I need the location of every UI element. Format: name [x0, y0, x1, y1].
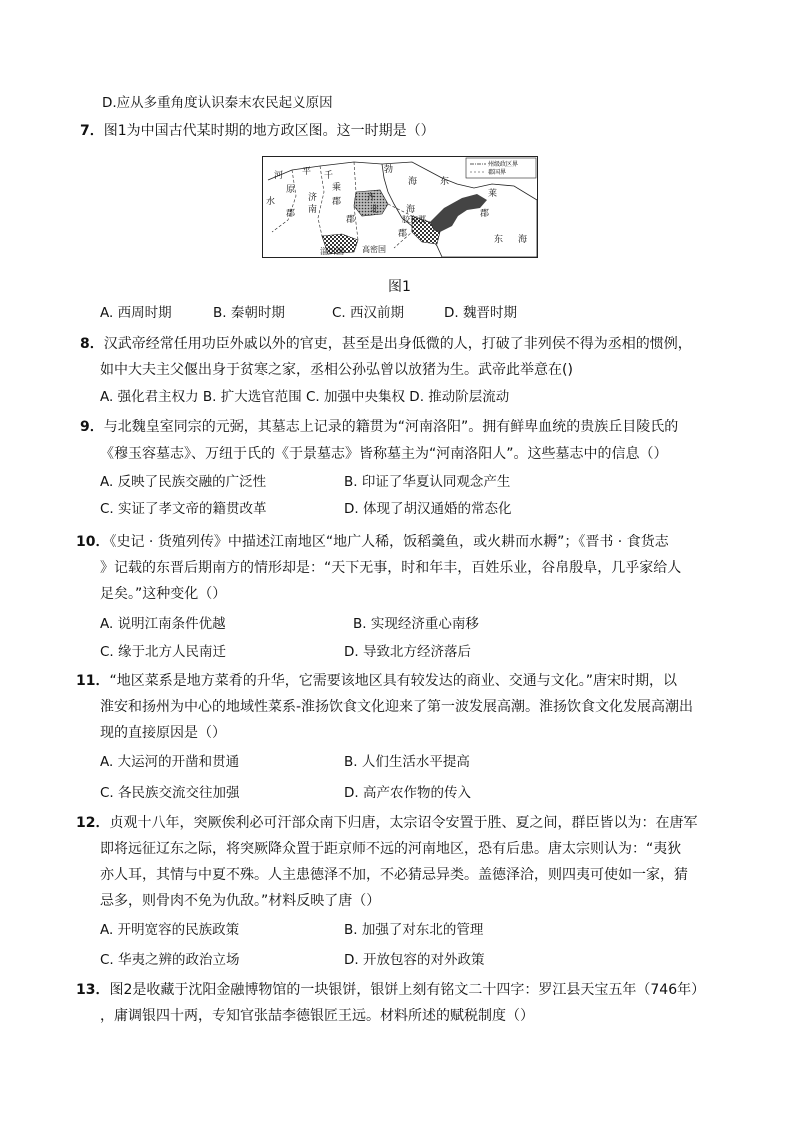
q13-stem-line-1 — [76, 980, 705, 1000]
map-label: 东 — [440, 177, 450, 187]
question-text: 图2是收藏于沈阳金融博物馆的一块银饼，银饼上刻有铭文二十四字：罗江县天宝五年（746年） — [109, 982, 706, 998]
q10-stem-line-2: 》记载的东晋后期南方的情形却是：“天下无事，时和年丰，百姓乐业，谷帛殷阜，几乎家给人 — [100, 560, 682, 576]
map-label: 莱 — [488, 189, 498, 199]
map-label: 高密国 — [362, 245, 386, 254]
map-label: 海 — [408, 177, 418, 187]
question-number: 12． — [76, 815, 110, 831]
figure-caption: 图1 — [388, 279, 411, 295]
q13-stem-line-2: ，庸调银四十两，专知官张喆李德银匠王远。材料所述的赋税制度（） — [100, 1008, 534, 1024]
map-label: 郡 — [286, 209, 296, 219]
legend-label: 州级政区界 — [488, 161, 519, 168]
q12-option-d: D. 开放包容的对外政策 — [344, 952, 485, 968]
map-label: 南 — [308, 205, 318, 215]
q7-option-c: C. 西汉前期 — [332, 305, 405, 321]
q12-option-c: C. 华夷之辨的政治立场 — [100, 952, 240, 968]
q10-option-b: B. 实现经济重心南移 — [353, 616, 479, 632]
q12-option-a: A. 开明宽容的民族政策 — [100, 922, 240, 938]
q8-stem-line-2: 如中大夫主父偃出身于贫寒之家，丞相公孙弘曾以放猪为生。武帝此举意在() — [100, 362, 573, 378]
map-figure-1 — [262, 156, 538, 258]
map-label: 齐 — [366, 193, 376, 203]
map-label: 东 — [494, 235, 504, 245]
q11-option-c: C. 各民族交流交往加强 — [100, 785, 240, 801]
map-label: 济 — [308, 193, 318, 203]
question-number: 7． — [80, 123, 104, 139]
map-label: 平 — [302, 167, 312, 177]
map-label: 河 — [274, 171, 284, 181]
q6-option-d: D.应从多重角度认识秦末农民起义原因 — [102, 95, 333, 111]
q9-option-a: A. 反映了民族交融的广泛性 — [100, 474, 267, 490]
q12-option-b: B. 加强了对东北的管理 — [344, 922, 484, 938]
map-label: 北 — [370, 205, 380, 215]
q7-option-d: D. 魏晋时期 — [444, 305, 517, 321]
question-text: 贞观十八年，突厥俟利必可汗部众南下归唐，太宗诏令安置于胜、夏之间，群臣皆以为：在唐军 — [109, 815, 698, 831]
q12-stem-line-3: 亦人耳，其情与中夏不殊。人主患德泽不加，不必猜忌异类。盖德泽洽，则四夷可使如一家，猜 — [100, 867, 688, 883]
q10-stem-line-1 — [76, 532, 669, 552]
question-text: 图1为中国古代某时期的地方政区图。这一时期是（） — [103, 123, 435, 139]
map-label: 千 — [324, 171, 334, 181]
q9-option-b: B. 印证了华夏认同观念产生 — [344, 474, 511, 490]
map-label: 淄川国 — [320, 247, 344, 256]
q9-option-d: D. 体现了胡汉通婚的常态化 — [344, 501, 512, 517]
q9-option-c: C. 实证了孝文帝的籍贯改革 — [100, 501, 267, 517]
q10-stem-line-3: 足矣。”这种变化（） — [100, 586, 227, 602]
map-label: 海 — [518, 235, 528, 245]
q11-option-b: B. 人们生活水平提高 — [344, 754, 470, 770]
q12-stem-line-1 — [76, 813, 697, 833]
map-label: 郡 — [398, 229, 408, 239]
question-text: 《史记 · 货殖列传》中描述江南地区“地广人稀，饭稻羹鱼，或火耕而水耨”；《晋书 · 食货志 — [109, 534, 669, 550]
q12-stem-line-4: 忌多，则骨肉不免为仇敌。”材料反映了唐（） — [100, 893, 381, 909]
q11-stem-line-1 — [76, 671, 677, 691]
q11-option-d: D. 高产农作物的传入 — [344, 785, 471, 801]
q8-stem-line-1 — [80, 334, 692, 354]
q12-stem-line-2: 即将远征辽东之际，将突厥降众置于距京师不远的河南地区，恐有后患。唐太宗则认为：“夷狄 — [100, 841, 682, 857]
q7-option-a: A. 西周时期 — [100, 305, 172, 321]
map-label: 海 — [406, 205, 416, 215]
map-label: 郡 — [480, 209, 490, 219]
q9-stem-line-2: 《穆玉容墓志》、万纽于氏的《于景墓志》皆称墓主为“河南洛阳人”。这些墓志中的信息（） — [100, 446, 668, 462]
question-text: 汉武帝经常任用功臣外戚以外的官吏，甚至是出身低微的人，打破了非列侯不得为丞相的惯例， — [103, 336, 692, 352]
legend-label: 郡国界 — [488, 169, 507, 176]
q11-stem-line-3: 现的直接原因是（） — [100, 725, 226, 741]
q10-option-c: C. 缘于北方人民南迁 — [100, 644, 227, 660]
map-label: 乘 — [332, 183, 342, 193]
question-number: 13． — [76, 982, 110, 998]
question-text: 与北魏皇室同宗的元弼，其墓志上记录的籍贯为“河南洛阳”。拥有鲜卑血统的贵族丘目陵氏的 — [103, 419, 679, 435]
q10-option-d: D. 导致北方经济落后 — [344, 644, 471, 660]
q10-option-a: A. 说明江南条件优越 — [100, 616, 226, 632]
q9-stem-line-1 — [80, 417, 678, 437]
q11-option-a: A. 大运河的开凿和贯通 — [100, 754, 240, 770]
question-number: 9． — [80, 419, 104, 435]
q7-stem — [80, 121, 435, 141]
q7-option-b: B. 秦朝时期 — [213, 305, 285, 321]
map-label: 原 — [286, 185, 296, 195]
question-number: 11． — [76, 673, 110, 689]
q11-stem-line-2: 淮安和扬州为中心的地域性菜系-淮扬饮食文化迎来了第一波发展高潮。淮扬饮食文化发展高潮出 — [100, 699, 694, 715]
map-label: 水 — [266, 197, 276, 207]
question-number: 10． — [76, 534, 110, 550]
map-label: 郡 — [332, 197, 342, 207]
question-number: 8． — [80, 336, 104, 352]
map-label: 勃 — [384, 165, 394, 175]
map-label: 郡 — [346, 215, 356, 225]
q8-options: A. 强化君主权力 B. 扩大选官范围 C. 加强中央集权 D. 推动阶层流动 — [100, 389, 510, 405]
map-label: 胶东郡 — [402, 215, 426, 224]
question-text: “地区菜系是地方菜肴的升华，它需要该地区具有较发达的商业、交通与文化。”唐宋时期，以 — [109, 673, 677, 689]
